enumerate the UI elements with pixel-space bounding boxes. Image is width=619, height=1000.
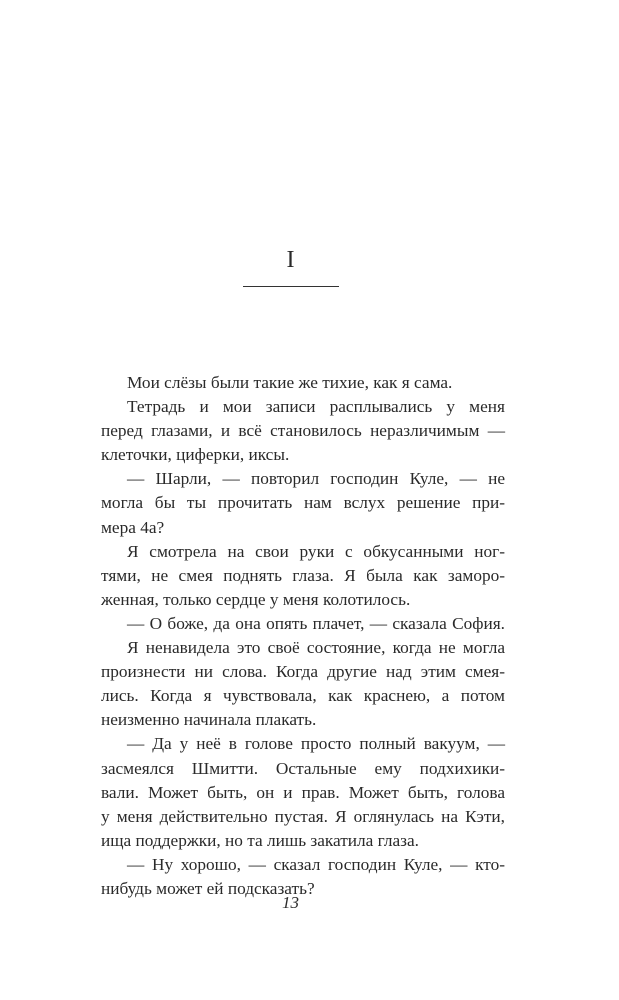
- text-line: вали. Может быть, он и прав. Может быть, голова: [101, 782, 505, 802]
- text-line: мера 4а?: [101, 517, 165, 537]
- text-line: тями, не смея поднять глаза. Я была как заморо-: [101, 565, 505, 585]
- text-line: Я смотрела на свои руки с обкусанными ног-: [127, 541, 505, 561]
- text-line: могла бы ты прочитать нам вслух решение при-: [101, 493, 505, 513]
- text-line: засмеялся Шмитти. Остальные ему подхихики-: [101, 758, 505, 778]
- body-text: [101, 371, 505, 901]
- text-line: женная, только сердце у меня колотилось.: [101, 589, 411, 609]
- chapter-divider: [243, 286, 339, 287]
- chapter-numeral: I: [286, 247, 295, 273]
- text-line: — Шарли, — повторил господин Куле, — не: [127, 469, 505, 489]
- text-line: Мои слёзы были такие же тихие, как я сама.: [127, 373, 453, 392]
- text-line: — Ну хорошо, — сказал господин Куле, — кто-: [127, 854, 505, 874]
- text-line: произнести ни слова. Когда другие над этим смея-: [101, 662, 505, 682]
- text-line: перед глазами, и всё становилось неразличимым —: [101, 421, 505, 441]
- text-line: — О боже, да она опять плачет, — сказала София.: [127, 613, 505, 633]
- text-line: Я ненавидела это своё состояние, когда не могла: [127, 638, 505, 658]
- text-line: лись. Когда я чувствовала, как краснею, а потом: [101, 686, 505, 706]
- text-line: нибудь может ей подсказать?: [101, 878, 315, 898]
- text-line: Тетрадь и мои записи расплывались у меня: [127, 397, 505, 417]
- text-line: неизменно начинала плакать.: [101, 710, 317, 730]
- text-line: — Да у неё в голове просто полный вакуум, —: [127, 734, 505, 754]
- text-line: клеточки, циферки, иксы.: [101, 445, 290, 465]
- page-number: 13: [282, 893, 299, 912]
- text-line: ища поддержки, но та лишь закатила глаза.: [101, 830, 419, 850]
- text-line: у меня действительно пустая. Я оглянулась на Кэти,: [101, 806, 505, 826]
